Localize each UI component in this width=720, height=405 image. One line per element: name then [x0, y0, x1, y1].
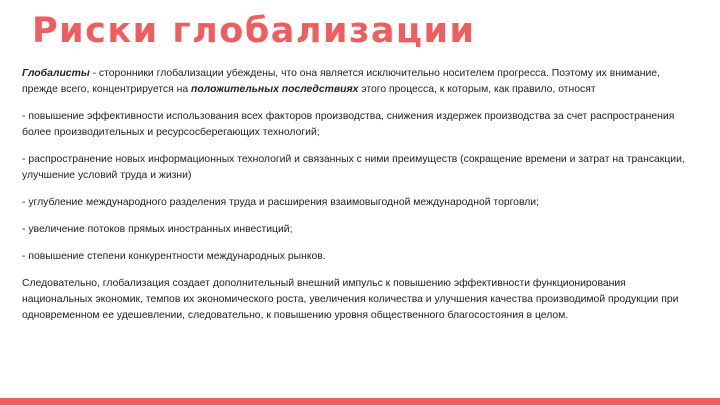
intro-emphasis: положительных последствиях	[191, 84, 359, 95]
conclusion-paragraph: Следовательно, глобализация создает дополнительный внешний импульс к повышению эффективности функционирования национальных экономик, темпов их экономического роста, увеличения количества и улучшения качества производимой продукции при одновременном ее удешевлении, следовательно, к повышению уровня общественного благосостояния в целом.	[22, 278, 679, 321]
point-item: - увеличение потоков прямых иностранных инвестиций;	[22, 224, 293, 235]
intro-text-after: этого процесса, к которым, как правило, относят	[358, 84, 596, 95]
point-item: - повышение степени конкурентности международных рынков.	[22, 251, 326, 262]
point-item: - распространение новых информационных технологий и связанных с ними преимуществ (сокращение времени и затрат на трансакции, улучшение условий труда и жизни)	[22, 154, 685, 181]
intro-text-before: - сторонники глобализации убеждены, что она является исключительно носителем прогресса. Поэтому их внимание, прежде всего, концентрируется на	[22, 68, 660, 95]
slide-title: Риски глобализации	[32, 11, 476, 51]
point-item: - углубление международного разделения труда и расширения взаимовыгодной международной торговли;	[22, 197, 539, 208]
slide-body	[22, 66, 694, 335]
point-item: - повышение эффективности использования всех факторов производства, снижения издержек производства за счет распространения более производительных и ресурсосберегающих технологий;	[22, 111, 675, 138]
intro-term: Глобалисты	[22, 68, 90, 79]
bottom-accent-bar	[0, 398, 720, 405]
intro-paragraph	[22, 66, 694, 98]
